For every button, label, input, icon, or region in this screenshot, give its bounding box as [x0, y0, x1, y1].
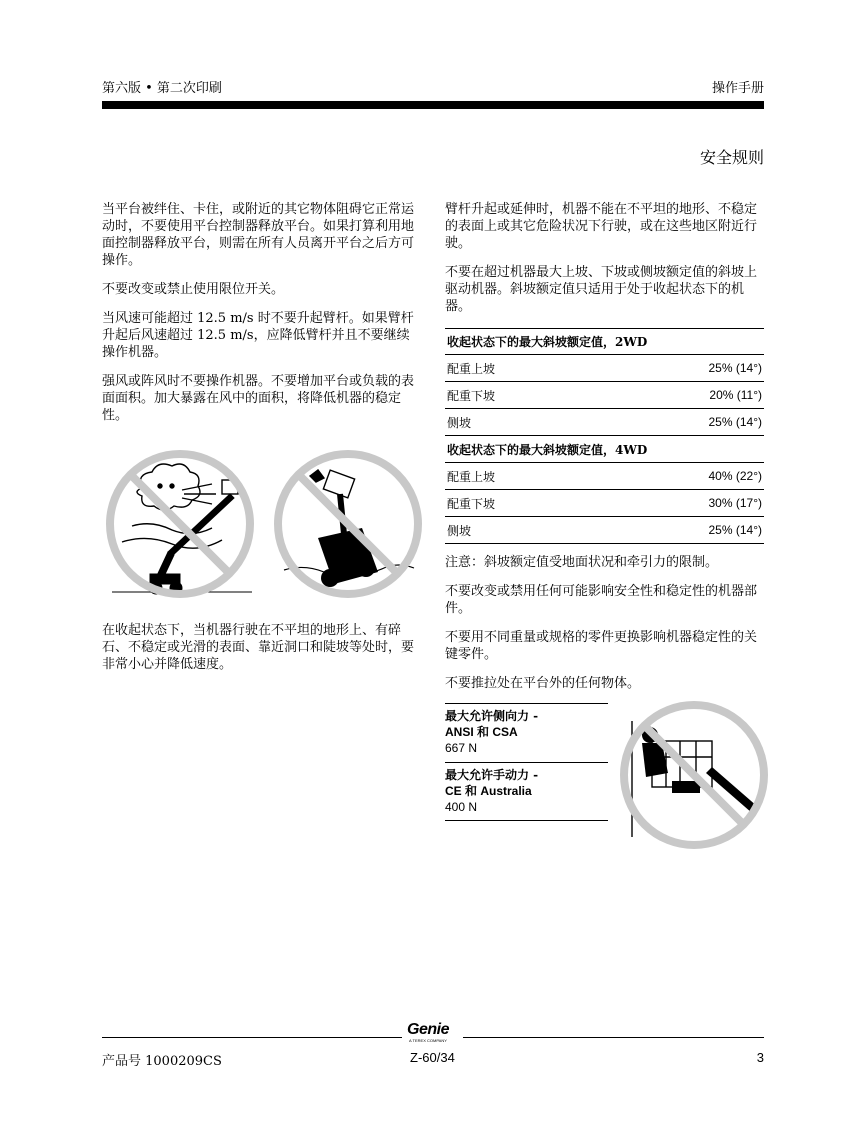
table-cell-label: 配重上坡 — [445, 355, 597, 382]
table-cell-value: 40% (22°) — [597, 463, 765, 490]
force-box-bottom-rule — [445, 820, 608, 821]
manual-force-value: 400 N — [445, 800, 478, 814]
table-cell-value: 30% (17°) — [597, 490, 765, 517]
table-row — [445, 490, 764, 517]
paragraph-modify-parts: 不要改变或禁用任何可能影响安全性和稳定性的机器部件。 — [445, 584, 758, 616]
paragraph-strong-wind: 强风或阵风时不要操作机器。不要增加平台或负载的表面面积。加大暴露在风中的面积，将降低机器的稳定性。 — [102, 374, 415, 423]
table-cell-value: 25% (14°) — [597, 517, 765, 544]
left-column — [102, 201, 420, 436]
table-cell-label: 配重下坡 — [445, 382, 597, 409]
side-force-title: 最大允许侧向力 - — [445, 709, 539, 723]
table-cell-label: 配重下坡 — [445, 490, 597, 517]
table-row — [445, 355, 764, 382]
paragraph-replace-parts: 不要用不同重量或规格的零件更换影响机器稳定性的关键零件。 — [445, 630, 758, 662]
no-unstable-ground-illustration — [270, 446, 426, 602]
side-force-value: 667 N — [445, 741, 478, 755]
table-cell-label: 侧坡 — [445, 409, 597, 436]
table-cell-value: 20% (11°) — [597, 382, 765, 409]
right-column-lower — [445, 554, 764, 704]
footer-rule-left — [102, 1037, 402, 1038]
paragraph-wind-speed: 当风速可能超过 12.5 m/s 时不要升起臂杆。如果臂杆升起后风速超过 12.5 m/s，应降低臂杆并且不要继续操作机器。 — [102, 311, 414, 360]
logo-tagline: A TEREX COMPANY — [409, 1038, 447, 1043]
table-group-header — [445, 436, 764, 463]
table-group-title: 收起状态下的最大斜坡额定值，4WD — [445, 436, 764, 463]
footer-rule-right — [463, 1037, 764, 1038]
table-cell-value: 25% (14°) — [597, 409, 765, 436]
section-title: 安全规则 — [699, 148, 764, 167]
force-box-top-rule — [445, 703, 608, 704]
header-rule — [102, 101, 764, 109]
header-edition: 第六版 • 第二次印刷 — [102, 81, 222, 96]
manual-force-limit — [445, 767, 608, 815]
right-column — [445, 201, 764, 327]
left-column-bottom — [102, 622, 420, 685]
table-cell-value: 25% (14°) — [597, 355, 765, 382]
paragraph-slope-rating: 不要在超过机器最大上坡、下坡或侧坡额定值的斜坡上驱动机器。斜坡额定值只适用于处于收起状态下的机器。 — [445, 265, 758, 314]
manual-force-title: 最大允许手动力 - — [445, 768, 539, 782]
table-row — [445, 517, 764, 544]
table-row — [445, 409, 764, 436]
paragraph-push-pull: 不要推拉处在平台外的任何物体。 — [445, 676, 641, 691]
table-row — [445, 463, 764, 490]
paragraph-stowed-driving: 在收起状态下，当机器行驶在不平坦的地形上、有碎石、不稳定或光滑的表面、靠近洞口和陡坡等处时，要非常小心并降低速度。 — [102, 623, 415, 672]
force-box-middle-rule — [445, 762, 608, 763]
footer-model: Z-60/34 — [410, 1050, 455, 1065]
table-cell-label: 配重上坡 — [445, 463, 597, 490]
side-force-limit — [445, 708, 608, 756]
no-push-pull-illustration — [616, 697, 772, 853]
slope-rating-table — [445, 328, 764, 544]
paragraph-entangled-platform: 当平台被绊住、卡住，或附近的其它物体阻碍它正常运动时，不要使用平台控制器释放平台。如果打算利用地面控制器释放平台，则需在所有人员离开平台之后方可操作。 — [102, 202, 415, 268]
manual-force-standard: CE 和 Australia — [445, 784, 532, 798]
table-cell-label: 侧坡 — [445, 517, 597, 544]
side-force-standard: ANSI 和 CSA — [445, 725, 518, 739]
page-number: 3 — [756, 1050, 764, 1065]
paragraph-slope-note: 注意：斜坡额定值受地面状况和牵引力的限制。 — [445, 555, 719, 570]
table-group-header — [445, 328, 764, 355]
logo-wordmark: Genie — [407, 1021, 449, 1038]
no-wind-operation-illustration — [102, 446, 258, 602]
genie-logo — [407, 1022, 449, 1043]
paragraph-raised-boom-driving: 臂杆升起或延伸时，机器不能在不平坦的地形、不稳定的表面上或其它危险状况下行驶，或在这些地区附近行驶。 — [445, 202, 758, 251]
header-manual-title: 操作手册 — [711, 81, 764, 96]
paragraph-limit-switch: 不要改变或禁止使用限位开关。 — [102, 282, 285, 297]
footer-part-number: 产品号 1000209CS — [102, 1054, 222, 1069]
table-row — [445, 382, 764, 409]
table-group-title: 收起状态下的最大斜坡额定值，2WD — [445, 328, 764, 355]
